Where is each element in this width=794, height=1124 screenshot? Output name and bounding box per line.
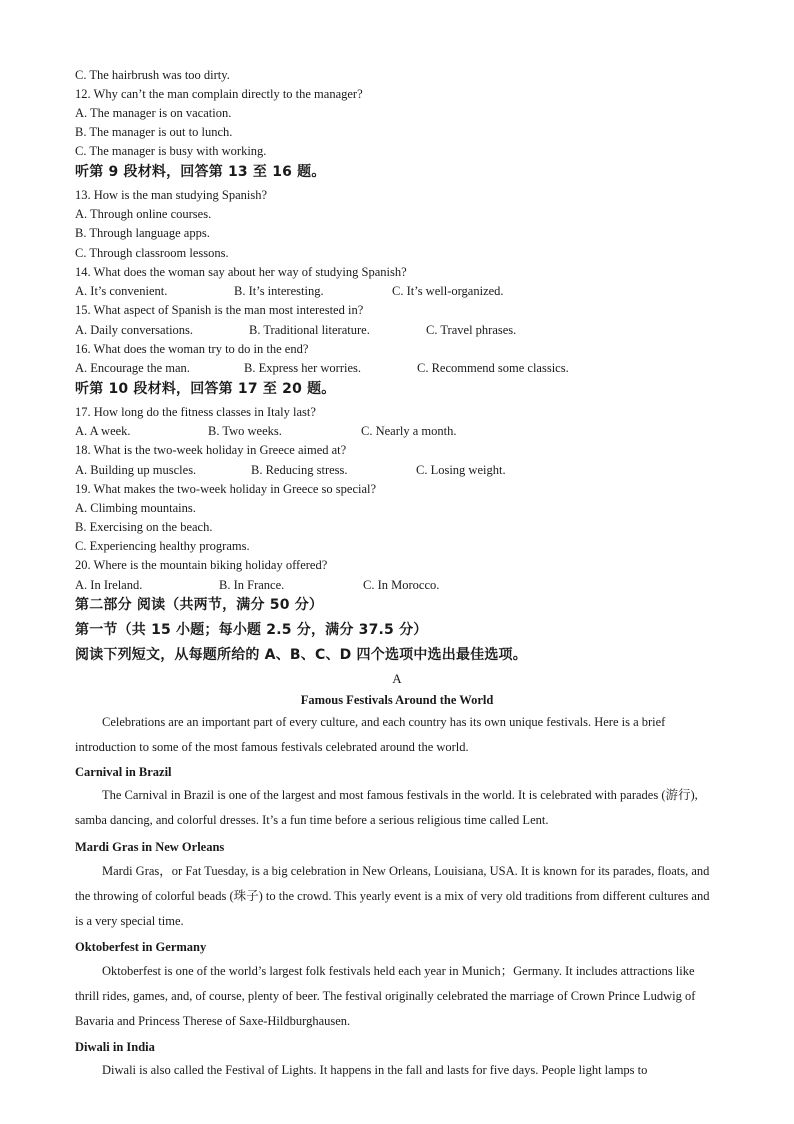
diwali-heading: Diwali in India — [75, 1040, 155, 1054]
q20-option-b: B. In France. — [219, 578, 285, 592]
part2-section1-title: 第一节（共 15 小题；每小题 2.5 分，满分 37.5 分） — [75, 622, 428, 638]
q17-stem: 17. How long do the fitness classes in Italy last? — [75, 405, 316, 419]
part2-instruction: 阅读下列短文，从每题所给的 A、B、C、D 四个选项中选出最佳选项。 — [75, 647, 527, 663]
q15-options — [75, 322, 715, 338]
q16-option-c: C. Recommend some classics. — [417, 361, 569, 375]
section-9-heading: 听第 9 段材料，回答第 13 至 16 题。 — [75, 164, 326, 180]
q13-option-b: B. Through language apps. — [75, 226, 210, 240]
q15-option-b: B. Traditional literature. — [249, 323, 370, 337]
q20-options — [75, 577, 715, 593]
q11-option-c: C. The hairbrush was too dirty. — [75, 68, 230, 82]
q12-option-b: B. The manager is out to lunch. — [75, 125, 233, 139]
q18-option-c: C. Losing weight. — [416, 463, 506, 477]
section-10-heading: 听第 10 段材料，回答第 17 至 20 题。 — [75, 381, 336, 397]
q16-option-a: A. Encourage the man. — [75, 361, 190, 375]
q18-options — [75, 462, 715, 478]
passage-letter: A — [392, 671, 402, 686]
q12-option-a: A. The manager is on vacation. — [75, 106, 232, 120]
mardi-gras-paragraph: Mardi Gras，or Fat Tuesday, is a big celebration in New Orleans, Louisiana, USA. It is known for its parades, floats, and the throwing of colorful beads (珠子) to the crowd. This yearly event is a mix of very old traditions from different cultures and is a very special time. — [75, 864, 710, 928]
q12-stem: 12. Why can’t the man complain directly to the manager? — [75, 87, 363, 101]
q19-stem: 19. What makes the two-week holiday in Greece so special? — [75, 482, 377, 496]
q15-stem: 15. What aspect of Spanish is the man most interested in? — [75, 303, 364, 317]
passage-title: Famous Festivals Around the World — [300, 693, 494, 707]
brazil-paragraph: The Carnival in Brazil is one of the largest and most famous festivals in the world. It is celebrated with parades (游行), samba dancing, and colorful dresses. It’s a fun time before a serious religious time called Lent. — [75, 788, 698, 827]
oktoberfest-paragraph: Oktoberfest is one of the world’s largest folk festivals held each year in Munich；Germany. It includes attractions like thrill rides, games, and, of course, plenty of beer. The festival originally celebrated the marriage of Crown Prince Ludwig of Bavaria and Princess Therese of Saxe-Hildburghausen. — [75, 964, 696, 1028]
q20-option-a: A. In Ireland. — [75, 578, 143, 592]
passage-intro: Celebrations are an important part of every culture, and each country has its own unique festivals. Here is a brief introduction to some of the most famous festivals celebrated around the world. — [75, 715, 666, 754]
part2-title: 第二部分 阅读（共两节，满分 50 分） — [75, 597, 324, 613]
q14-option-b: B. It’s interesting. — [234, 284, 324, 298]
q14-options — [75, 283, 715, 299]
q18-option-b: B. Reducing stress. — [251, 463, 348, 477]
q14-option-c: C. It’s well-organized. — [392, 284, 504, 298]
q19-option-b: B. Exercising on the beach. — [75, 520, 213, 534]
q17-option-b: B. Two weeks. — [208, 424, 282, 438]
q17-option-c: C. Nearly a month. — [361, 424, 457, 438]
q13-stem: 13. How is the man studying Spanish? — [75, 188, 268, 202]
q14-option-a: A. It’s convenient. — [75, 284, 168, 298]
diwali-paragraph: Diwali is also called the Festival of Lights. It happens in the fall and lasts for five days. People light lamps to — [102, 1063, 648, 1077]
q16-option-b: B. Express her worries. — [244, 361, 361, 375]
q13-option-c: C. Through classroom lessons. — [75, 246, 229, 260]
q19-option-c: C. Experiencing healthy programs. — [75, 539, 250, 553]
q15-option-c: C. Travel phrases. — [426, 323, 517, 337]
oktoberfest-heading: Oktoberfest in Germany — [75, 940, 207, 954]
q20-option-c: C. In Morocco. — [363, 578, 440, 592]
q18-stem: 18. What is the two-week holiday in Greece aimed at? — [75, 443, 347, 457]
q13-option-a: A. Through online courses. — [75, 207, 212, 221]
q17-options — [75, 423, 715, 439]
q16-options — [75, 360, 715, 376]
q12-option-c: C. The manager is busy with working. — [75, 144, 267, 158]
q19-option-a: A. Climbing mountains. — [75, 501, 196, 515]
q16-stem: 16. What does the woman try to do in the end? — [75, 342, 309, 356]
brazil-heading: Carnival in Brazil — [75, 765, 172, 779]
q17-option-a: A. A week. — [75, 424, 131, 438]
q20-stem: 20. Where is the mountain biking holiday offered? — [75, 558, 328, 572]
q15-option-a: A. Daily conversations. — [75, 323, 194, 337]
q14-stem: 14. What does the woman say about her way of studying Spanish? — [75, 265, 407, 279]
mardi-gras-heading: Mardi Gras in New Orleans — [75, 840, 225, 854]
q18-option-a: A. Building up muscles. — [75, 463, 197, 477]
